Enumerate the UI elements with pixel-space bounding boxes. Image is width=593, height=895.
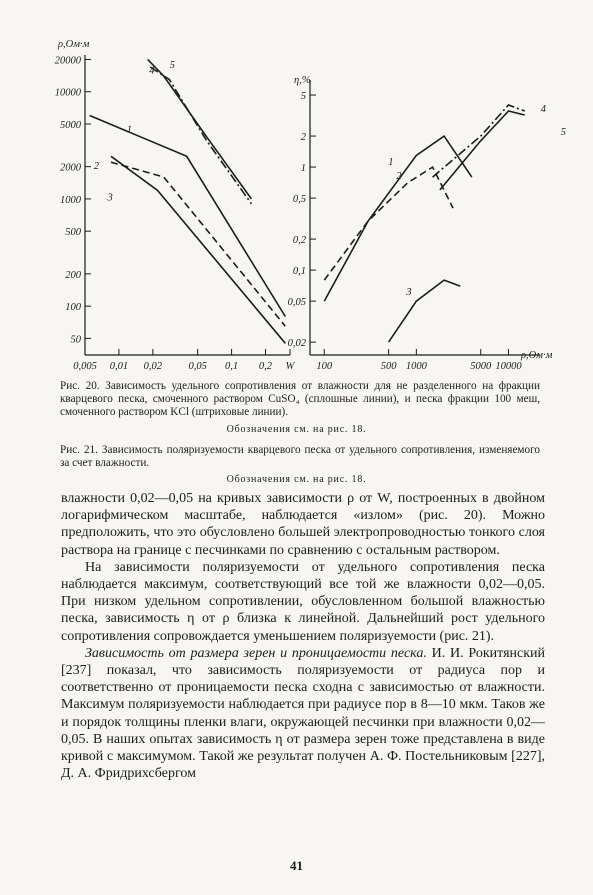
fig20-y-tick-label: 500 — [65, 227, 81, 239]
figures — [0, 0, 593, 380]
body-text — [61, 490, 545, 782]
fig20-x-tick-label: 0,2 — [258, 361, 273, 372]
fig21-x-unit: ρ,Ом·м — [521, 350, 553, 361]
fig21-y-tick-label: 0,5 — [292, 194, 306, 206]
fig21-curve-label: 3 — [406, 287, 412, 299]
fig20-x-tick-label: 0,005 — [73, 361, 97, 372]
fig20-x-tick-label: 0,01 — [109, 361, 129, 372]
fig20-x-tick-label: 0,1 — [225, 361, 239, 372]
fig20-curve-label: 4 — [149, 65, 155, 77]
fig21-caption: Рис. 21. Зависимость поляризуемости кварцевого песка от удельного сопротивления, изменяемого за счет влажности. — [60, 444, 540, 469]
fig20-caption: Рис. 20. Зависимость удельного сопротивления от влажности для не разделенного на фракции кварцевого песка, смоченного раствором CuSO₄ (сплошные линии), и песка фракции 100 меш, смоченного раствором KCl (штриховые линии). — [60, 380, 540, 418]
fig20-y-tick-label: 200 — [65, 269, 81, 281]
fig21-y-tick-label: 0,02 — [287, 338, 306, 350]
fig21-chart — [285, 75, 566, 372]
fig20-y-tick-label: 10000 — [54, 87, 81, 99]
fig20-chart — [55, 39, 296, 372]
fig20-curve-3 — [111, 156, 285, 343]
paragraph-3 — [61, 645, 545, 783]
fig21-x-tick-label: 100 — [316, 361, 333, 372]
page-number: 41 — [290, 858, 303, 873]
fig20-y-tick-label: 1000 — [60, 194, 81, 206]
paragraph-2: На зависимости поляризуемости от удельного сопротивления песка наблюдается максимум, соответствующий все той же влажности 0,02—0,05. При низком удельном сопротивлении, обусловленном большой влажностью песка, зависимость η от ρ близка к линейной. Дальнейший рост удельного сопротивления сопровождается уменьшением поляризуемости (рис. 21). — [61, 559, 545, 644]
fig21-y-unit: η,% — [294, 75, 311, 86]
fig21-y-tick-label: 0,2 — [292, 235, 306, 247]
fig21-note: Обозначения см. на рис. 18. — [226, 474, 367, 485]
fig21-x-tick-label: 1000 — [405, 361, 427, 372]
fig20-y-tick-label: 2000 — [60, 162, 81, 174]
fig21-curve-label: 5 — [560, 126, 566, 138]
fig20-curve-label: 5 — [169, 60, 175, 72]
fig20-curve-4 — [150, 67, 251, 204]
fig21-x-tick-label: 500 — [380, 361, 397, 372]
fig20-curve-label: 3 — [107, 192, 113, 204]
fig21-y-tick-label: 5 — [300, 91, 306, 103]
fig21-y-tick-label: 1 — [300, 163, 306, 175]
fig21-curve-2 — [324, 167, 453, 280]
paragraph-3-text: И. И. Рокитянский [237] показал, что зависимость поляризуемости от радиуса пор и соответственно от проницаемости песка сходна с зависимостью от влажности. Максимум поляризуемости наблюдается при радиусе пор в 8—10 мкм. Таков же и порядок толщины пленки влаги, окружающей песчинки при влажности 0,02—0,05. В наших опытах зависимость η от размера зерен тоже представлена в виде кривой с максимумом. Такой же результат получен А. Ф. Постельниковым [227], Д. А. Фридрихсбергом — [61, 645, 545, 782]
fig20-y-tick-label: 5000 — [60, 119, 81, 131]
fig20-y-tick-label: 20000 — [54, 55, 81, 67]
fig21-curve-4 — [433, 105, 525, 177]
fig20-curve-label: 1 — [126, 124, 132, 136]
fig20-x-tick-label: W — [285, 361, 295, 372]
fig21-curve-3 — [389, 280, 461, 342]
paragraph-1: влажности 0,02—0,05 на кривых зависимости ρ от W, построенных в двойном логарифмическом масштабе, наблюдается «излом» (рис. 20). Можно предположить, что это обусловлено большей электропроводностью тонкого слоя раствора на границе с песчинками по сравнению с остальным раствором. — [61, 491, 545, 558]
fig20-note: Обозначения см. на рис. 18. — [226, 424, 367, 435]
fig21-curve-5 — [440, 111, 525, 190]
fig20-x-tick-label: 0,02 — [143, 361, 163, 372]
fig20-curve-2 — [111, 162, 285, 326]
fig21-x-tick-label: 5000 — [470, 361, 492, 372]
fig21-curve-label: 1 — [388, 156, 394, 168]
section-heading: Зависимость от размера зерен и проницаемости песка. — [85, 645, 427, 661]
fig21-curve-label: 2 — [396, 170, 402, 182]
fig21-y-tick-label: 0,05 — [287, 297, 306, 309]
fig21-x-tick-label: 10000 — [495, 361, 522, 372]
fig21-curve-label: 4 — [540, 104, 546, 116]
fig20-curve-1 — [90, 116, 286, 317]
fig20-y-tick-label: 100 — [65, 302, 81, 314]
fig20-y-unit: ρ,Ом·м — [58, 39, 90, 50]
fig20-curve-label: 2 — [93, 161, 99, 173]
fig20-x-tick-label: 0,05 — [188, 361, 207, 372]
fig21-y-tick-label: 0,1 — [292, 266, 306, 278]
fig20-y-tick-label: 50 — [70, 334, 81, 346]
fig21-curve-1 — [324, 136, 472, 301]
fig21-y-tick-label: 2 — [300, 132, 306, 144]
